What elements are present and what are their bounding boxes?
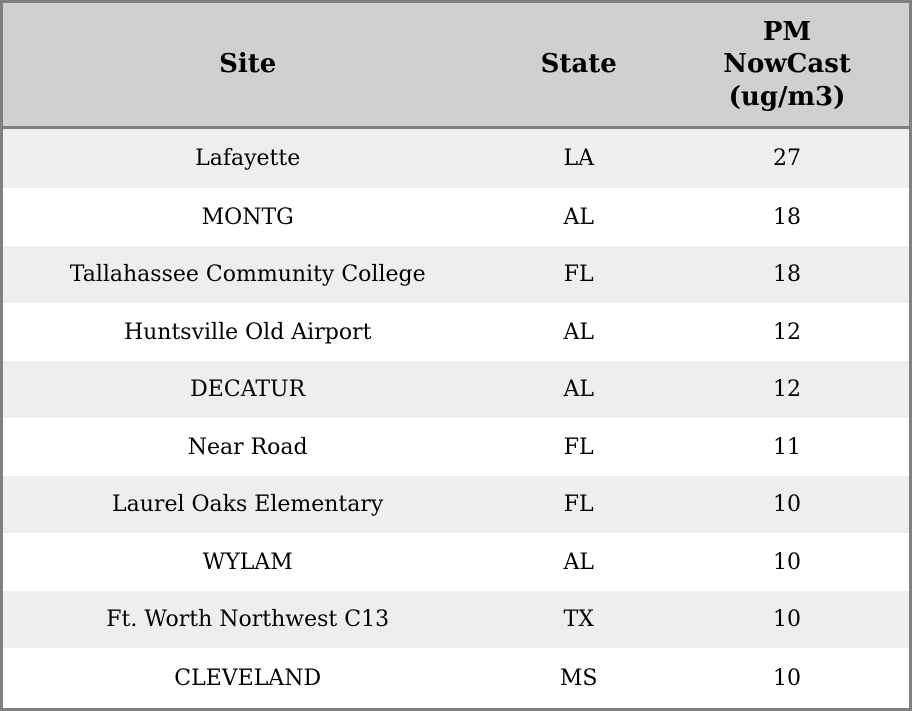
column-header-pm-nowcast: [665, 2, 910, 128]
cell-site: Ft. Worth Northwest C13: [106, 607, 390, 633]
column-header-site: [2, 2, 493, 128]
cell-pm-nowcast: 10: [773, 607, 802, 633]
cell-state: LA: [563, 146, 594, 172]
cell-pm-nowcast: 10: [773, 492, 802, 518]
cell-pm-nowcast: 10: [773, 549, 802, 575]
table-row: [2, 246, 911, 304]
cell-site: MONTG: [201, 204, 294, 230]
cell-pm-nowcast: 12: [773, 377, 802, 403]
cell-pm-nowcast: 11: [773, 434, 802, 460]
cell-site: Laurel Oaks Elementary: [112, 492, 384, 518]
table-row: [2, 303, 911, 361]
table-row: [2, 128, 911, 189]
cell-site: CLEVELAND: [174, 665, 322, 691]
column-header-pm-nowcast-label: PM NowCast (ug/m3): [723, 16, 851, 112]
cell-site: DECATUR: [190, 377, 306, 403]
cell-state: FL: [563, 492, 594, 518]
cell-pm-nowcast: 10: [773, 665, 802, 691]
cell-state: AL: [563, 319, 594, 345]
table-row: [2, 418, 911, 476]
cell-pm-nowcast: 12: [773, 319, 802, 345]
cell-pm-nowcast: 18: [773, 262, 802, 288]
cell-site: Huntsville Old Airport: [123, 319, 372, 345]
column-header-site-label: Site: [219, 49, 277, 80]
cell-state: FL: [563, 262, 594, 288]
cell-state: AL: [563, 204, 594, 230]
cell-site: WYLAM: [202, 549, 293, 575]
table-row: [2, 476, 911, 534]
cell-state: FL: [563, 434, 594, 460]
cell-state: AL: [563, 549, 594, 575]
table-row: [2, 648, 911, 709]
table-row: [2, 188, 911, 246]
cell-site: Tallahassee Community College: [69, 262, 426, 288]
table-row: [2, 533, 911, 591]
table-row: [2, 361, 911, 419]
cell-state: AL: [563, 377, 594, 403]
table-header-row: [2, 2, 911, 128]
cell-pm-nowcast: 27: [773, 146, 802, 172]
cell-site: Near Road: [187, 434, 308, 460]
cell-state: TX: [563, 607, 594, 633]
table-row: [2, 591, 911, 649]
column-header-state: [492, 2, 665, 128]
column-header-state-label: State: [540, 49, 617, 80]
cell-state: MS: [559, 665, 598, 691]
cell-pm-nowcast: 18: [773, 204, 802, 230]
cell-site: Lafayette: [195, 146, 301, 172]
